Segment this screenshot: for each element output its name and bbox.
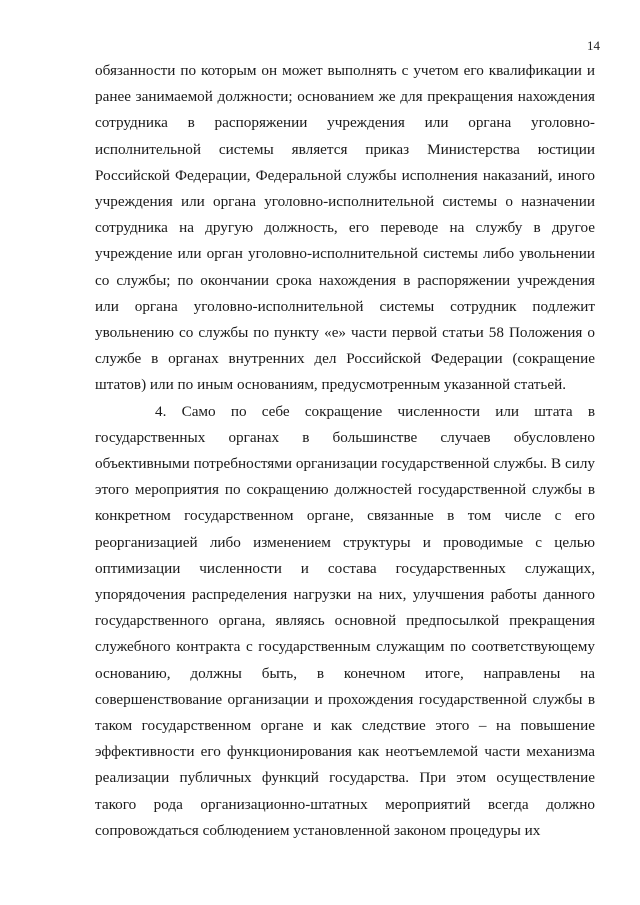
page-number: 14 (587, 38, 600, 53)
body-text (95, 58, 595, 844)
paragraph-continuation: обязанности по которым он может выполнять с учетом его квалификации и ранее занимаемой должности; основанием же для прекращения нахождения сотрудника в распоряжении учреждения или органа уголовно-исполнительной системы является приказ Министерства юстиции Российской Федерации, Федеральной службы исполнения наказаний, иного учреждения или органа уголовно-исполнительной системы о назначении сотрудника на другую должность, его переводе на службу в другое учреждение или орган уголовно-исполнительной системы либо увольнении со службы; по окончании срока нахождения в распоряжении учреждения или органа уголовно-исполнительной системы сотрудник подлежит увольнению со службы по пункту «е» части первой статьи 58 Положения о службе в органах внутренних дел Российской Федерации (сокращение штатов) или по иным основаниям, предусмотренным указанной статьей. (95, 62, 595, 394)
paragraph-item-4: 4. Само по себе сокращение численности или штата в государственных органах в большинстве случаев обусловлено объективными потребностями организации государственной службы. В силу этого мероприятия по сокращению должностей государственной службы в конкретном государственном органе, связанные в том числе с его реорганизацией либо изменением структуры и проводимые с целью оптимизации численности и состава государственных служащих, упорядочения распределения нагрузки на них, улучшения работы данного государственного органа, являясь основной предпосылкой прекращения служебного контракта с государственным служащим по соответствующему основанию, должны быть, в конечном итоге, направлены на совершенствование организации и прохождения государственной службы в таком государственном органе и как следствие этого – на повышение эффективности его функционирования как неотъемлемой части механизма реализации публичных функций государства. При этом осуществление такого рода организационно-штатных мероприятий всегда должно сопровождаться соблюдением установленной законом процедуры их (95, 402, 595, 839)
